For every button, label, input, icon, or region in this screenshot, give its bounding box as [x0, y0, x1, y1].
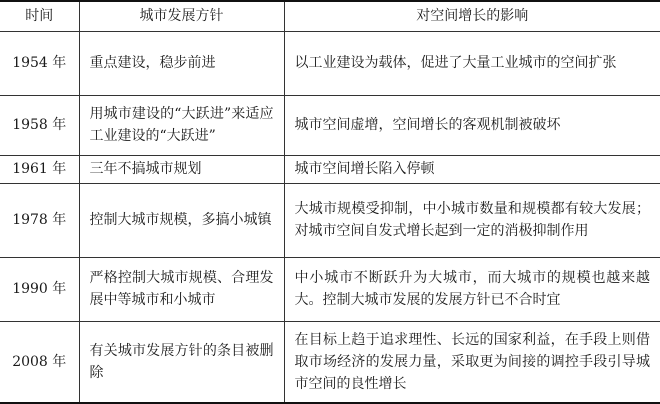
year-cell: 1978 年 — [12, 212, 67, 228]
table-row — [0, 183, 660, 257]
year-cell: 2008 年 — [12, 353, 67, 370]
impact-cell: 以工业建设为载体，促进了大量工业城市的空间扩张 — [284, 31, 660, 95]
impact-cell: 大城市规模受抑制，中小城市数量和规模都有较大发展；对城市空间自发式增长起到一定的消极抑制作用 — [284, 183, 660, 257]
header-impact: 对空间增长的影响 — [284, 1, 660, 31]
year-cell: 1958 年 — [12, 117, 67, 133]
impact-cell: 中小城市不断跃升为大城市，而大城市的规模也越来越大。控制大城市发展的发展方针已不合时宜 — [284, 257, 660, 321]
policy-cell: 控制大城市规模，多搞小城镇 — [79, 183, 284, 257]
header-policy: 城市发展方针 — [79, 1, 284, 31]
table-row — [0, 321, 660, 403]
policy-cell: 重点建设，稳步前进 — [79, 31, 284, 95]
year-cell: 1961 年 — [12, 161, 67, 177]
policy-cell: 严格控制大城市规模、合理发展中等城市和小城市 — [79, 257, 284, 321]
policy-cell: 有关城市发展方针的条目被删除 — [79, 321, 284, 403]
impact-cell: 在目标上趋于追求理性、长远的国家利益，在手段上则借取市场经济的发展力量，采取更为间接的调控手段引导城市空间的良性增长 — [284, 321, 660, 403]
header-time: 时间 — [25, 8, 54, 25]
table-row — [0, 155, 660, 183]
table-row — [0, 95, 660, 155]
year-cell: 1954 年 — [12, 55, 67, 71]
policy-cell: 用城市建设的“大跃进”来适应工业建设的“大跃进” — [79, 95, 284, 155]
header-row — [0, 1, 660, 31]
table-row — [0, 31, 660, 95]
table-row — [0, 257, 660, 321]
impact-cell: 城市空间虚增，空间增长的客观机制被破坏 — [284, 95, 660, 155]
impact-cell: 城市空间增长陷入停顿 — [284, 155, 660, 183]
policy-cell: 三年不搞城市规划 — [79, 155, 284, 183]
year-cell: 1990 年 — [12, 281, 67, 297]
